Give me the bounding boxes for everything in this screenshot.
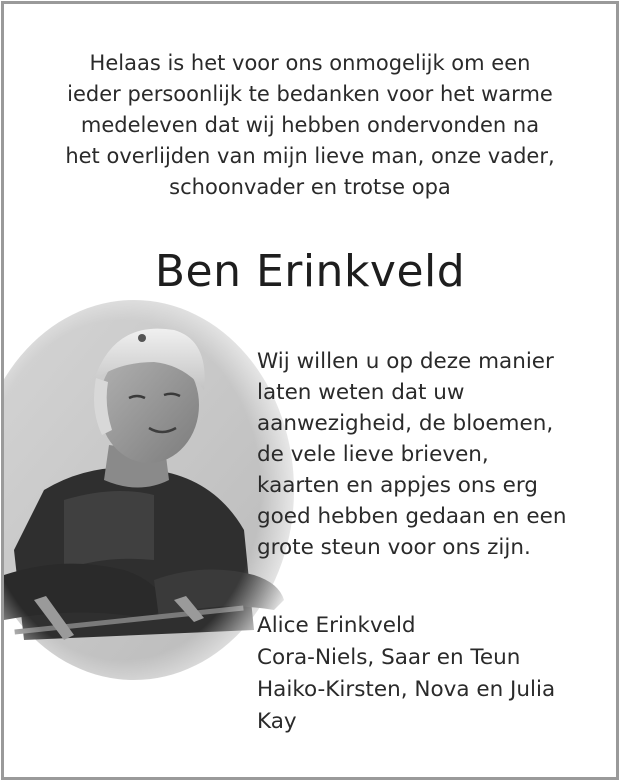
intro-text [4, 48, 616, 203]
message-line: de vele lieve brieven, [257, 442, 489, 467]
message-line: laten weten dat uw [257, 380, 465, 405]
message-line: grote steun voor ons zijn. [257, 535, 531, 560]
signer-name: Kay [257, 709, 297, 734]
intro-line: ieder persoonlijk te bedanken voor het warme [67, 82, 553, 106]
card-frame [1, 1, 619, 780]
intro-line: medeleven dat wij hebben ondervonden na [80, 113, 540, 137]
signer-name: Cora-Niels, Saar en Teun [257, 645, 521, 670]
signer-name: Haiko-Kirsten, Nova en Julia [257, 677, 556, 702]
signers-list [257, 610, 597, 738]
message-line: goed hebben gedaan en een [257, 504, 567, 529]
message-line: kaarten en appjes ons erg [257, 473, 538, 498]
signer-name: Alice Erinkveld [257, 613, 416, 638]
thank-you-message [257, 346, 597, 563]
message-line: aanwezigheid, de bloemen, [257, 411, 554, 436]
intro-line: schoonvader en trotse opa [169, 175, 451, 199]
intro-line: het overlijden van mijn lieve man, onze vader, [65, 144, 555, 168]
intro-line: Helaas is het voor ons onmogelijk om een [89, 51, 531, 75]
deceased-name: Ben Erinkveld [154, 246, 466, 297]
message-line: Wij willen u op deze manier [257, 349, 554, 374]
